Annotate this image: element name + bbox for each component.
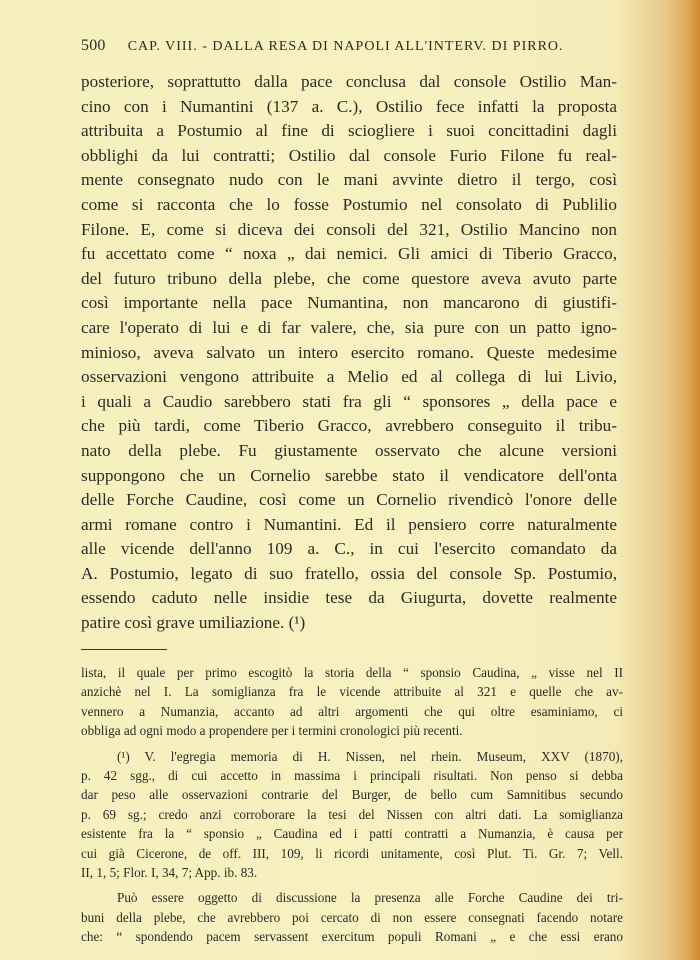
footnote-line: dar peso alle osservazioni contrarie del Burger, de bello cum Samnitibus secundo — [81, 787, 623, 803]
page-edge-shadow — [684, 0, 700, 960]
text-line: delle Forche Caudine, così come un Cornelio rivendicò l'onore delle — [81, 490, 617, 510]
text-line: del futuro tribuno della plebe, che come questore aveva avuto parte — [81, 268, 617, 288]
page-header — [81, 37, 621, 55]
footnote-line: esistente fra la “ sponsio „ Caudina ed i patti contratti a Numanzia, è causa per — [81, 826, 623, 842]
text-line: obblighi da lui contratti; Ostilio dal console Furio Filone fu real- — [81, 145, 617, 165]
text-line: fu accettato come “ noxa „ dai nemici. Gli amici di Tiberio Gracco, — [81, 244, 617, 264]
footnote-line: cui già Cicerone, de off. III, 109, li ricordi unitamente, così Plut. Ti. Gr. 7; Vell. — [81, 845, 623, 861]
text-line: patire così grave umiliazione. (¹) — [81, 613, 306, 633]
text-line: come si racconta che lo fosse Postumio nel consolato di Publilio — [81, 194, 617, 214]
footnote-rule — [81, 649, 167, 650]
text-line: così importante nella pace Numantina, non mancarono di giustifi- — [81, 293, 617, 313]
footnote-line: p. 42 sgg., di cui accetto in massima i principali risultati. Non penso si debba — [81, 767, 623, 783]
text-line: essendo caduto nelle insidie tese da Giugurta, dovette realmente — [81, 588, 617, 608]
footnote-line: obbliga ad ogni modo a propendere per i termini cronologici più recenti. — [81, 723, 463, 739]
text-line: che più tardi, come Tiberio Gracco, avrebbero conseguito il tribu- — [81, 416, 617, 436]
text-line: cino con i Numantini (137 a. C.), Ostilio fece infatti la proposta — [81, 96, 617, 116]
footnote-line: anzichè nel I. La somiglianza fra le vicende attribuite al 321 e quelle che av- — [81, 684, 623, 700]
text-line: osservazioni vengono attribuite a Melio ed al collega di lui Livio, — [81, 367, 617, 387]
text-line: mente consegnato nudo con le mani avvinte dietro il tergo, così — [81, 170, 617, 190]
footnote-line: Può essere oggetto di discussione la presenza alle Forche Caudine dei tri- — [117, 890, 623, 906]
footnote-line: buni della plebe, che avrebbero poi cercato di non essere consegnati facendo notare — [81, 909, 623, 925]
footnote-line: lista, il quale per primo escogitò la storia della “ sponsio Caudina, „ visse nel II — [81, 665, 623, 680]
footnote-line: vennero a Numanzia, accanto ad altri argomenti che qui oltre esaminiamo, ci — [81, 703, 623, 719]
text-line: care l'operato di lui e di far valere, che, sia pure con un patto igno- — [81, 317, 617, 337]
text-line: attribuita a Postumio al fine di sciogliere i suoi concittadini dagli — [81, 121, 617, 141]
footnote-line: che: “ spondendo pacem servassent exercitum populi Romani „ e che essi erano — [81, 929, 623, 945]
page-number: 500 — [81, 37, 106, 54]
text-line: nato della plebe. Fu giustamente osservato che alcune versioni — [81, 440, 617, 460]
footnotes — [81, 663, 623, 946]
running-head: CAP. VIII. - DALLA RESA DI NAPOLI ALL'INTERV. DI PIRRO. — [127, 39, 564, 54]
text-line: minioso, aveva salvato un intero esercito romano. Queste medesime — [81, 342, 617, 362]
main-text — [81, 70, 617, 636]
text-line: armi romane contro i Numantini. Ed il pensiero corre naturalmente — [81, 514, 617, 534]
text-line: posteriore, soprattutto dalla pace conclusa dal console Ostilio Man- — [81, 72, 617, 91]
text-line: suppongono che un Cornelio sarebbe stato il vendicatore dell'onta — [81, 465, 617, 485]
text-line: Filone. E, come si diceva dei consoli del 321, Ostilio Mancino non — [81, 219, 617, 239]
text-line: A. Postumio, legato di suo fratello, ossia del console Sp. Postumio, — [81, 563, 617, 583]
footnote-line: II, 1, 5; Flor. I, 34, 7; App. ib. 83. — [81, 864, 258, 880]
footnote-line: p. 69 sg.; credo anzi corroborare la tesi del Nissen con altri dati. La somiglianza — [81, 806, 623, 822]
text-line: i quali a Caudio sarebbero stati fra gli “ sponsores „ della pace e — [81, 391, 617, 411]
footnote-line: (¹) V. l'egregia memoria di H. Nissen, nel rhein. Museum, XXV (1870), — [117, 748, 623, 764]
text-line: alle vicende dell'anno 109 a. C., in cui l'esercito comandato da — [81, 539, 617, 559]
